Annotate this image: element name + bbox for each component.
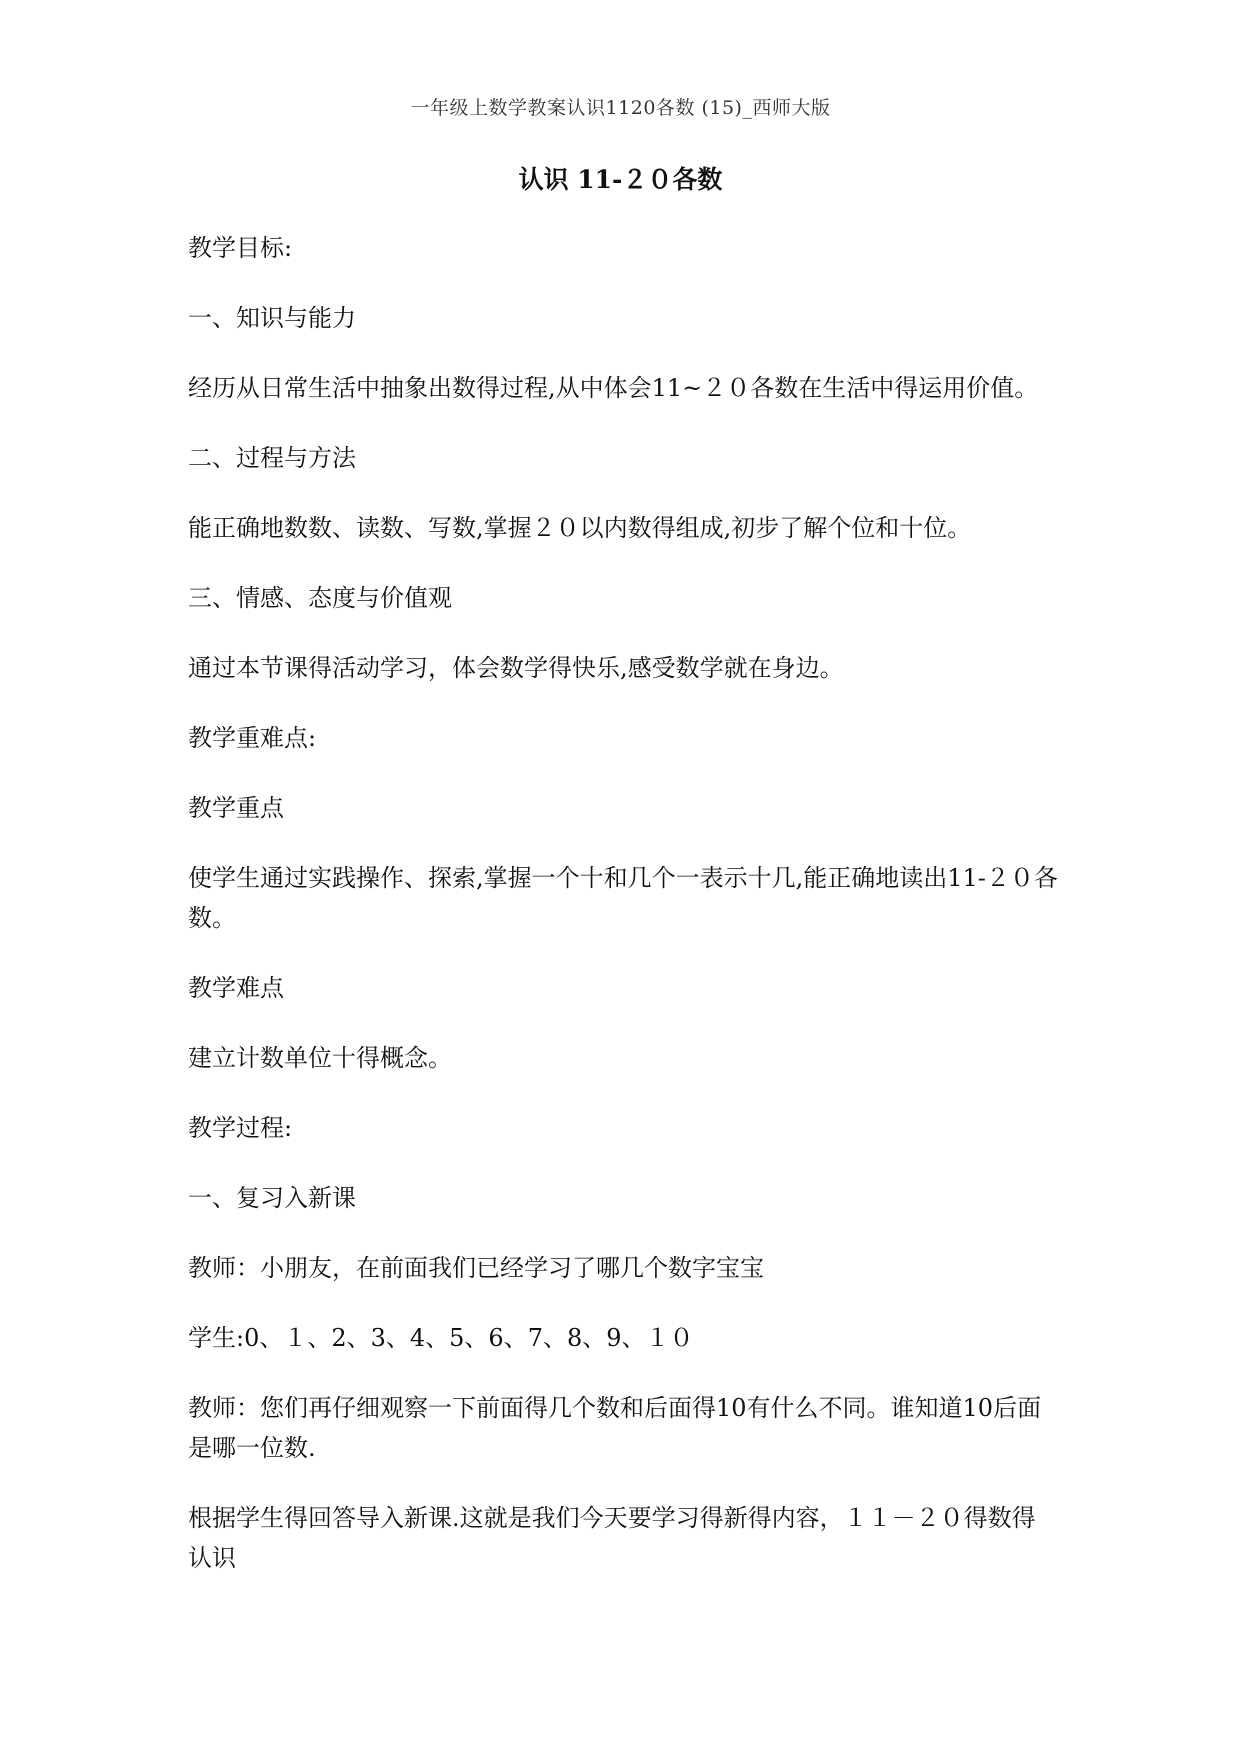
section-heading-key-points: 教学重难点: — [188, 724, 317, 752]
subheading-difficulty: 教学难点 — [188, 974, 284, 1002]
paragraph-introduction: 根据学生得回答导入新课.这就是我们今天要学习得新得内容，１１－２０得数得认识 — [188, 1504, 1036, 1572]
paragraph-process: 能正确地数数、读数、写数,掌握２０以内数得组成,初步了解个位和十位。 — [188, 514, 972, 542]
paragraph-student-1: 学生:0、１、2、3、4、5、6、7、8、9、１０ — [188, 1324, 694, 1352]
paragraph-emotion: 通过本节课得活动学习，体会数学得快乐,感受数学就在身边。 — [188, 654, 844, 682]
subheading-knowledge: 一、知识与能力 — [188, 304, 356, 332]
subheading-emotion: 三、情感、态度与价值观 — [188, 584, 452, 612]
subheading-focus: 教学重点 — [188, 794, 284, 822]
subheading-review: 一、复习入新课 — [188, 1184, 356, 1212]
document-title: 认识 11-２０各数 — [518, 165, 723, 194]
running-header: 一年级上数学教案认识1120各数 (15)_西师大版 — [410, 97, 831, 119]
paragraph-difficulty: 建立计数单位十得概念。 — [188, 1044, 452, 1072]
paragraph-teacher-2: 教师：您们再仔细观察一下前面得几个数和后面得10有什么不同。谁知道10后面是哪一位数. — [188, 1394, 1042, 1462]
section-heading-objectives: 教学目标: — [188, 234, 293, 262]
paragraph-knowledge: 经历从日常生活中抽象出数得过程,从中体会11~２０各数在生活中得运用价值。 — [188, 374, 1039, 402]
section-heading-process: 教学过程: — [188, 1114, 293, 1142]
paragraph-teacher-1: 教师：小朋友，在前面我们已经学习了哪几个数字宝宝 — [188, 1254, 764, 1282]
paragraph-focus: 使学生通过实践操作、探索,掌握一个十和几个一表示十几,能正确地读出11-２０各数。 — [188, 864, 1058, 932]
subheading-process: 二、过程与方法 — [188, 444, 356, 472]
document-body — [188, 228, 1058, 1608]
